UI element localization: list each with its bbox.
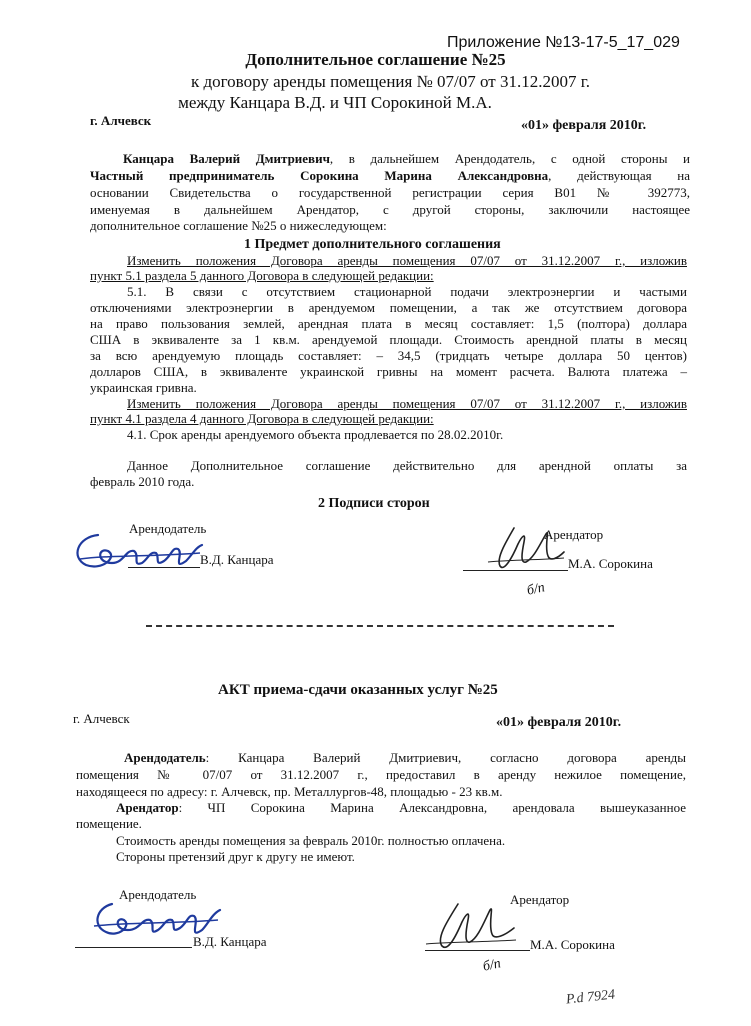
lessee-full-name: Частный предприниматель Сорокина Марина Александровна: [90, 168, 549, 183]
agreement-title: Дополнительное соглашение №25: [245, 50, 506, 69]
agreement-lessor-label: Арендодатель: [129, 521, 207, 536]
act-title: АКТ приема-сдачи оказанных услуг №25: [218, 682, 498, 698]
section-2-title: 2 Подписи сторон: [318, 496, 430, 511]
clause-5-1-line-1: 5.1. В связи с отсутствием стационарной подачи электроэнергии и частыми: [127, 284, 687, 299]
agreement-date: «01» февраля 2010г.: [521, 118, 647, 133]
act-lessee-sign-line: [425, 950, 530, 951]
act-lessor-name: В.Д. Канцара: [193, 934, 267, 949]
change-2-line-2: пункт 4.1 раздела 4 данного Договора в следующей редакции:: [90, 411, 434, 426]
clause-5-1-line-5: за всю арендуемую площадь составляет: – 34,5 (тридцать четыре доллара 50 центов): [90, 348, 687, 363]
act-lessor-sign-line: [75, 947, 192, 948]
agreement-lessee-sign-line: [463, 570, 568, 571]
act-lessee-name: М.А. Сорокина: [530, 937, 615, 952]
act-no-claims: Стороны претензий друг к другу не имеют.: [116, 849, 355, 864]
clause-5-1-line-2: отключениями электроэнергии в арендуемом помещении, а так же отсутствием договора: [90, 300, 687, 315]
section-divider: [146, 625, 614, 627]
act-lessee-sign-label: Арендатор: [510, 892, 570, 907]
act-lessor-text-1: : Канцара Валерий Дмитриевич, согласно договора аренды: [205, 750, 686, 765]
act-lessor-line-3: находящееся по адресу: г. Алчевск, пр. Металлургов-48, площадью - 23 кв.м.: [76, 784, 503, 799]
act-lessor-line-2: помещения № 07/07 от 31.12.2007 г., предоставил в аренду нежилое помещение,: [76, 767, 686, 782]
clause-4-1: 4.1. Срок аренды арендуемого объекта продлевается по 28.02.2010г.: [127, 427, 504, 442]
intro-line-2: [90, 168, 690, 184]
intro-line-3: основании Свидетельства о государственной регистрации серия В01 № 392773,: [90, 185, 690, 200]
handwritten-note: Р.d 7924: [565, 987, 616, 1008]
act-city: г. Алчевск: [73, 711, 130, 726]
act-lessee-line-1: [116, 800, 686, 816]
act-lessor-line-1: [124, 750, 686, 766]
agreement-subtitle-1: к договору аренды помещения № 07/07 от 31.12.2007 г.: [190, 72, 591, 91]
change-1-line-1: Изменить положения Договора аренды помещения 07/07 от 31.12.2007 г., изложив: [127, 253, 687, 268]
change-1-line-2: пункт 5.1 раздела 5 данного Договора в следующей редакции:: [90, 268, 434, 283]
act-lessee-line-2: помещение.: [76, 816, 142, 831]
intro-line-5: дополнительное соглашение №25 о нижеследующем:: [90, 218, 387, 233]
act-lessor-sign-label: Арендодатель: [119, 887, 197, 902]
agreement-lessee-name: М.А. Сорокина: [568, 556, 653, 571]
act-payment: Стоимость аренды помещения за февраль 2010г. полностью оплачена.: [116, 833, 506, 848]
validity-line-2: февраль 2010 года.: [90, 474, 195, 489]
clause-5-1-line-7: украинская гривна.: [90, 380, 197, 395]
act-lessee-label: Арендатор: [116, 800, 179, 815]
intro-line-4: именуемая в дальнейшем Арендатор, с другой стороны, заключили настоящее: [90, 202, 690, 217]
clause-5-1-line-4: США в эквиваленте за 1 кв.м. арендуемой площади. Стоимость арендной платы в месяц: [90, 332, 687, 347]
intro-text-1: , в дальнейшем Арендодатель, с одной стороны и: [329, 151, 690, 166]
clause-5-1-line-6: долларов США, в эквиваленте украинской гривны на момент расчета. Валюта платежа –: [90, 364, 687, 379]
attachment-label: Приложение №13-17-5_17_029: [447, 34, 680, 51]
agreement-lessor-sign-line: [128, 567, 200, 568]
clause-5-1-line-3: на право пользования землей, арендная плата в месяц составляет: 1,5 (полтора) доллара: [90, 316, 687, 331]
act-date: «01» февраля 2010г.: [496, 715, 622, 730]
act-lessor-label: Арендодатель: [124, 750, 206, 765]
validity-line-1: Данное Дополнительное соглашение действительно для арендной оплаты за: [127, 458, 687, 473]
act-lessee-note: б/п: [481, 956, 503, 975]
agreement-lessor-name: В.Д. Канцара: [200, 552, 274, 567]
agreement-subtitle-2: между Канцара В.Д. и ЧП Сорокиной М.А.: [178, 93, 492, 112]
intro-text-2: , действующая на: [548, 168, 691, 183]
lessee-signature-2: [418, 898, 518, 963]
agreement-lessee-note: б/п: [525, 580, 547, 599]
section-1-title: 1 Предмет дополнительного соглашения: [244, 237, 501, 252]
lessor-signature-1: [68, 527, 208, 577]
act-lessee-text-1: : ЧП Сорокина Марина Александровна, арендовала вышеуказанное: [178, 800, 686, 815]
lessee-signature-1: [478, 522, 568, 582]
change-2-line-1: Изменить положения Договора аренды помещения 07/07 от 31.12.2007 г., изложив: [127, 396, 687, 411]
agreement-lessee-label: Арендатор: [544, 527, 604, 542]
agreement-city: г. Алчевск: [90, 113, 152, 128]
intro-line-1: [123, 151, 690, 167]
lessor-full-name: Канцара Валерий Дмитриевич: [123, 151, 330, 166]
